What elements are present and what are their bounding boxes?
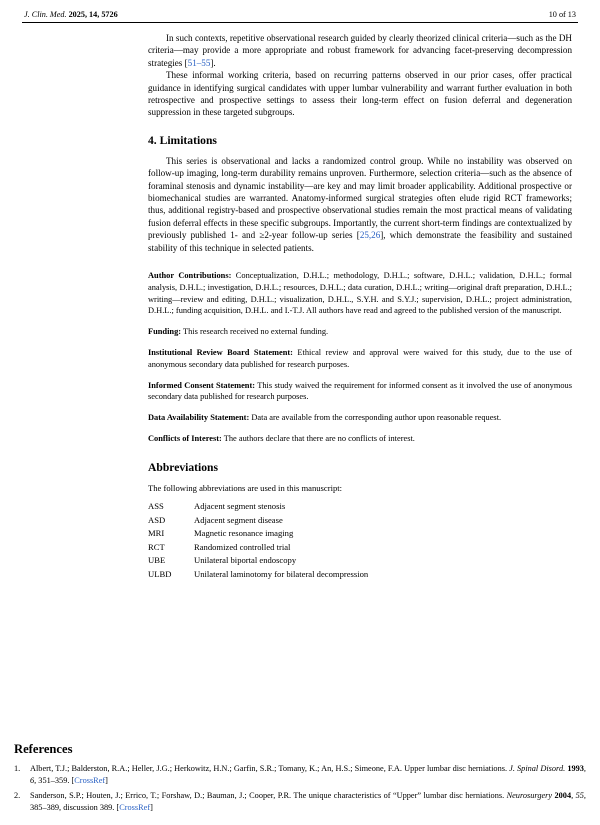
table-row xyxy=(148,541,368,555)
abbreviation-value: Unilateral laminotomy for bilateral decompression xyxy=(194,568,369,579)
abbreviation-value: Randomized controlled trial xyxy=(194,541,291,552)
statement-text: The authors declare that there are no conflicts of interest. xyxy=(221,434,415,444)
abbreviations-intro: The following abbreviations are used in this manuscript: xyxy=(148,482,343,493)
table-row xyxy=(148,554,368,568)
reference-number: 2. xyxy=(14,791,21,801)
statement-text: Ethical review and approval were waived for this study, due to the use of anonymous secondary data published for research purposes. xyxy=(148,348,572,369)
journal-issue: 2025, 14, 5726 xyxy=(68,10,118,19)
crossref-link[interactable]: CrossRef xyxy=(74,775,106,785)
statement-label: Data Availability Statement: xyxy=(148,413,250,423)
paragraph-contexts-post: ]. xyxy=(210,57,216,68)
reference-number: 1. xyxy=(14,764,21,773)
statement-text: This research received no external funding. xyxy=(181,327,329,337)
paragraph-limitations-pre: This series is observational and lacks a randomized control group. While no instability was observed on follow-up imaging, long-term durability remains unproven. Furthermore, selection criteria—such as the absence of foraminal stenosis and dynamic instability—are key and may limit broader applicability. Additional prospective or biomechanical studies are warranted. Anatomy-informed surgical strategies often elude rigid RCT frameworks; thus, additional registry-based and prospective observational studies remain the most practical means of validating fusion deferral effects in these specific subgroups. Importantly, the current short-term findings are contextualized by previously published 1- and ≥2-year follow-up series [ xyxy=(148,155,572,241)
reference-authors-title: Sanderson, S.P.; Houten, J.; Errico, T.; Forshaw, D.; Bauman, J.; Cooper, P.R. The unique characteristics of “Upper” lumbar disc herniations. xyxy=(30,791,507,801)
table-row xyxy=(148,513,368,527)
abbreviation-key: MRI xyxy=(148,528,165,539)
abbreviation-key: RCT xyxy=(148,541,165,552)
reference-text xyxy=(30,763,586,786)
paragraph-limitations xyxy=(148,155,572,254)
reference-journal: J. Spinal Disord. xyxy=(509,764,566,773)
reference-journal: Neurosurgery xyxy=(506,791,553,801)
section-heading-limitations: 4. Limitations xyxy=(148,133,217,147)
abbreviation-key: ASS xyxy=(148,500,164,511)
statement-conflicts-of-interest xyxy=(148,433,572,445)
reference-bracket-close: ] xyxy=(105,775,108,785)
paragraph-contexts xyxy=(148,32,572,69)
citation-link-51-55[interactable]: 51–55 xyxy=(187,57,211,68)
statement-label: Author Contributions: xyxy=(148,271,232,281)
table-row xyxy=(148,500,368,514)
reference-volume: , 6 xyxy=(30,764,586,785)
statement-text: Data are available from the corresponding author upon reasonable request. xyxy=(249,413,502,423)
abbreviation-key: ASD xyxy=(148,514,166,525)
reference-text xyxy=(30,790,586,813)
section-heading-abbreviations: Abbreviations xyxy=(148,460,219,474)
reference-year: 2004 xyxy=(552,791,572,801)
statement-text: Conceptualization, D.H.L.; methodology, D.H.L.; software, D.H.L.; validation, D.H.L.; formal analysis, D.H.L.; investigation, D.H.L.; resources, D.H.L.; data curation, D.H.L.; writing—original draft preparation, D.H.L.; writing—review and editing, D.H.L.; visualization, D.H.L., S.Y.H. and S.Y.J.; supervision, D.H.L.; project administration, D.H.L.; funding acquisition, D.H.L. and I.-T.J. All authors have read and agreed to the published version of the manuscript. xyxy=(148,271,572,316)
statement-informed-consent xyxy=(148,380,572,404)
article-body xyxy=(22,23,578,581)
abbreviation-value: Adjacent segment disease xyxy=(194,514,283,525)
table-row xyxy=(148,568,368,582)
abbreviation-key: UBE xyxy=(148,555,166,566)
paragraph-limitations-post: ], which demonstrate the feasibility and sustained stability of this technique in selected patients. xyxy=(148,230,573,253)
reference-pages: , 351–359. [ xyxy=(34,775,75,785)
abbreviation-value: Unilateral biportal endoscopy xyxy=(194,555,297,566)
reference-authors-title: Albert, T.J.; Balderston, R.A.; Heller, J.G.; Herkowitz, H.N.; Garfin, S.R.; Tomany, K.; An, H.S.; Simeone, F.A. Upper lumbar disc herniations. xyxy=(30,764,510,773)
statement-label: Conflicts of Interest: xyxy=(148,434,222,444)
statement-data-availability xyxy=(148,412,572,424)
section-heading-references: References xyxy=(14,742,73,756)
reference-bracket-close: ] xyxy=(150,802,153,812)
references-section xyxy=(10,742,586,817)
citation-link-25-26[interactable]: 25,26 xyxy=(359,230,381,241)
journal-name-italic: J. Clin. Med. xyxy=(24,10,67,19)
statement-label: Informed Consent Statement: xyxy=(148,380,256,390)
running-head xyxy=(22,10,578,23)
statement-funding xyxy=(148,326,572,338)
abbreviation-value: Magnetic resonance imaging xyxy=(194,528,294,539)
abbreviation-key: ULBD xyxy=(148,568,172,579)
crossref-link[interactable]: CrossRef xyxy=(119,802,151,812)
statement-label: Funding: xyxy=(148,327,182,337)
statement-text: This study waived the requirement for informed consent as it involved the use of anonymous secondary data published for research purposes. xyxy=(148,380,572,402)
reference-volume: , 55 xyxy=(571,791,584,801)
list-item xyxy=(10,763,586,786)
paragraph-working-criteria: These informal working criteria, based on recurring patterns observed in our prior cases, offer practical guidance in identifying surgical candidates with upper lumbar vulnerability and warrant further evaluation in both retrospective and prospective settings to assess their long-term effect on fusion deferral and degeneration suppression in these targeted subgroups. xyxy=(148,70,572,118)
abbreviations-table xyxy=(148,500,368,582)
paragraph-contexts-pre: In such contexts, repetitive observational research guided by clearly theorized clinical criteria—such as the DH criteria—may provide a more appropriate and robust framework for advancing facet-preserving decompression strategies [ xyxy=(148,33,572,68)
statement-label: Institutional Review Board Statement: xyxy=(148,348,293,358)
statement-author-contributions xyxy=(148,270,572,317)
running-head-journal xyxy=(24,10,118,19)
page-number: 10 of 13 xyxy=(548,10,576,19)
reference-pages: , 385–389, discussion 389. [ xyxy=(30,791,586,812)
abbreviation-value: Adjacent segment stenosis xyxy=(194,500,286,511)
reference-year: 1993 xyxy=(565,764,584,773)
statement-irb xyxy=(148,347,572,371)
list-item xyxy=(10,790,586,813)
table-row xyxy=(148,527,368,541)
